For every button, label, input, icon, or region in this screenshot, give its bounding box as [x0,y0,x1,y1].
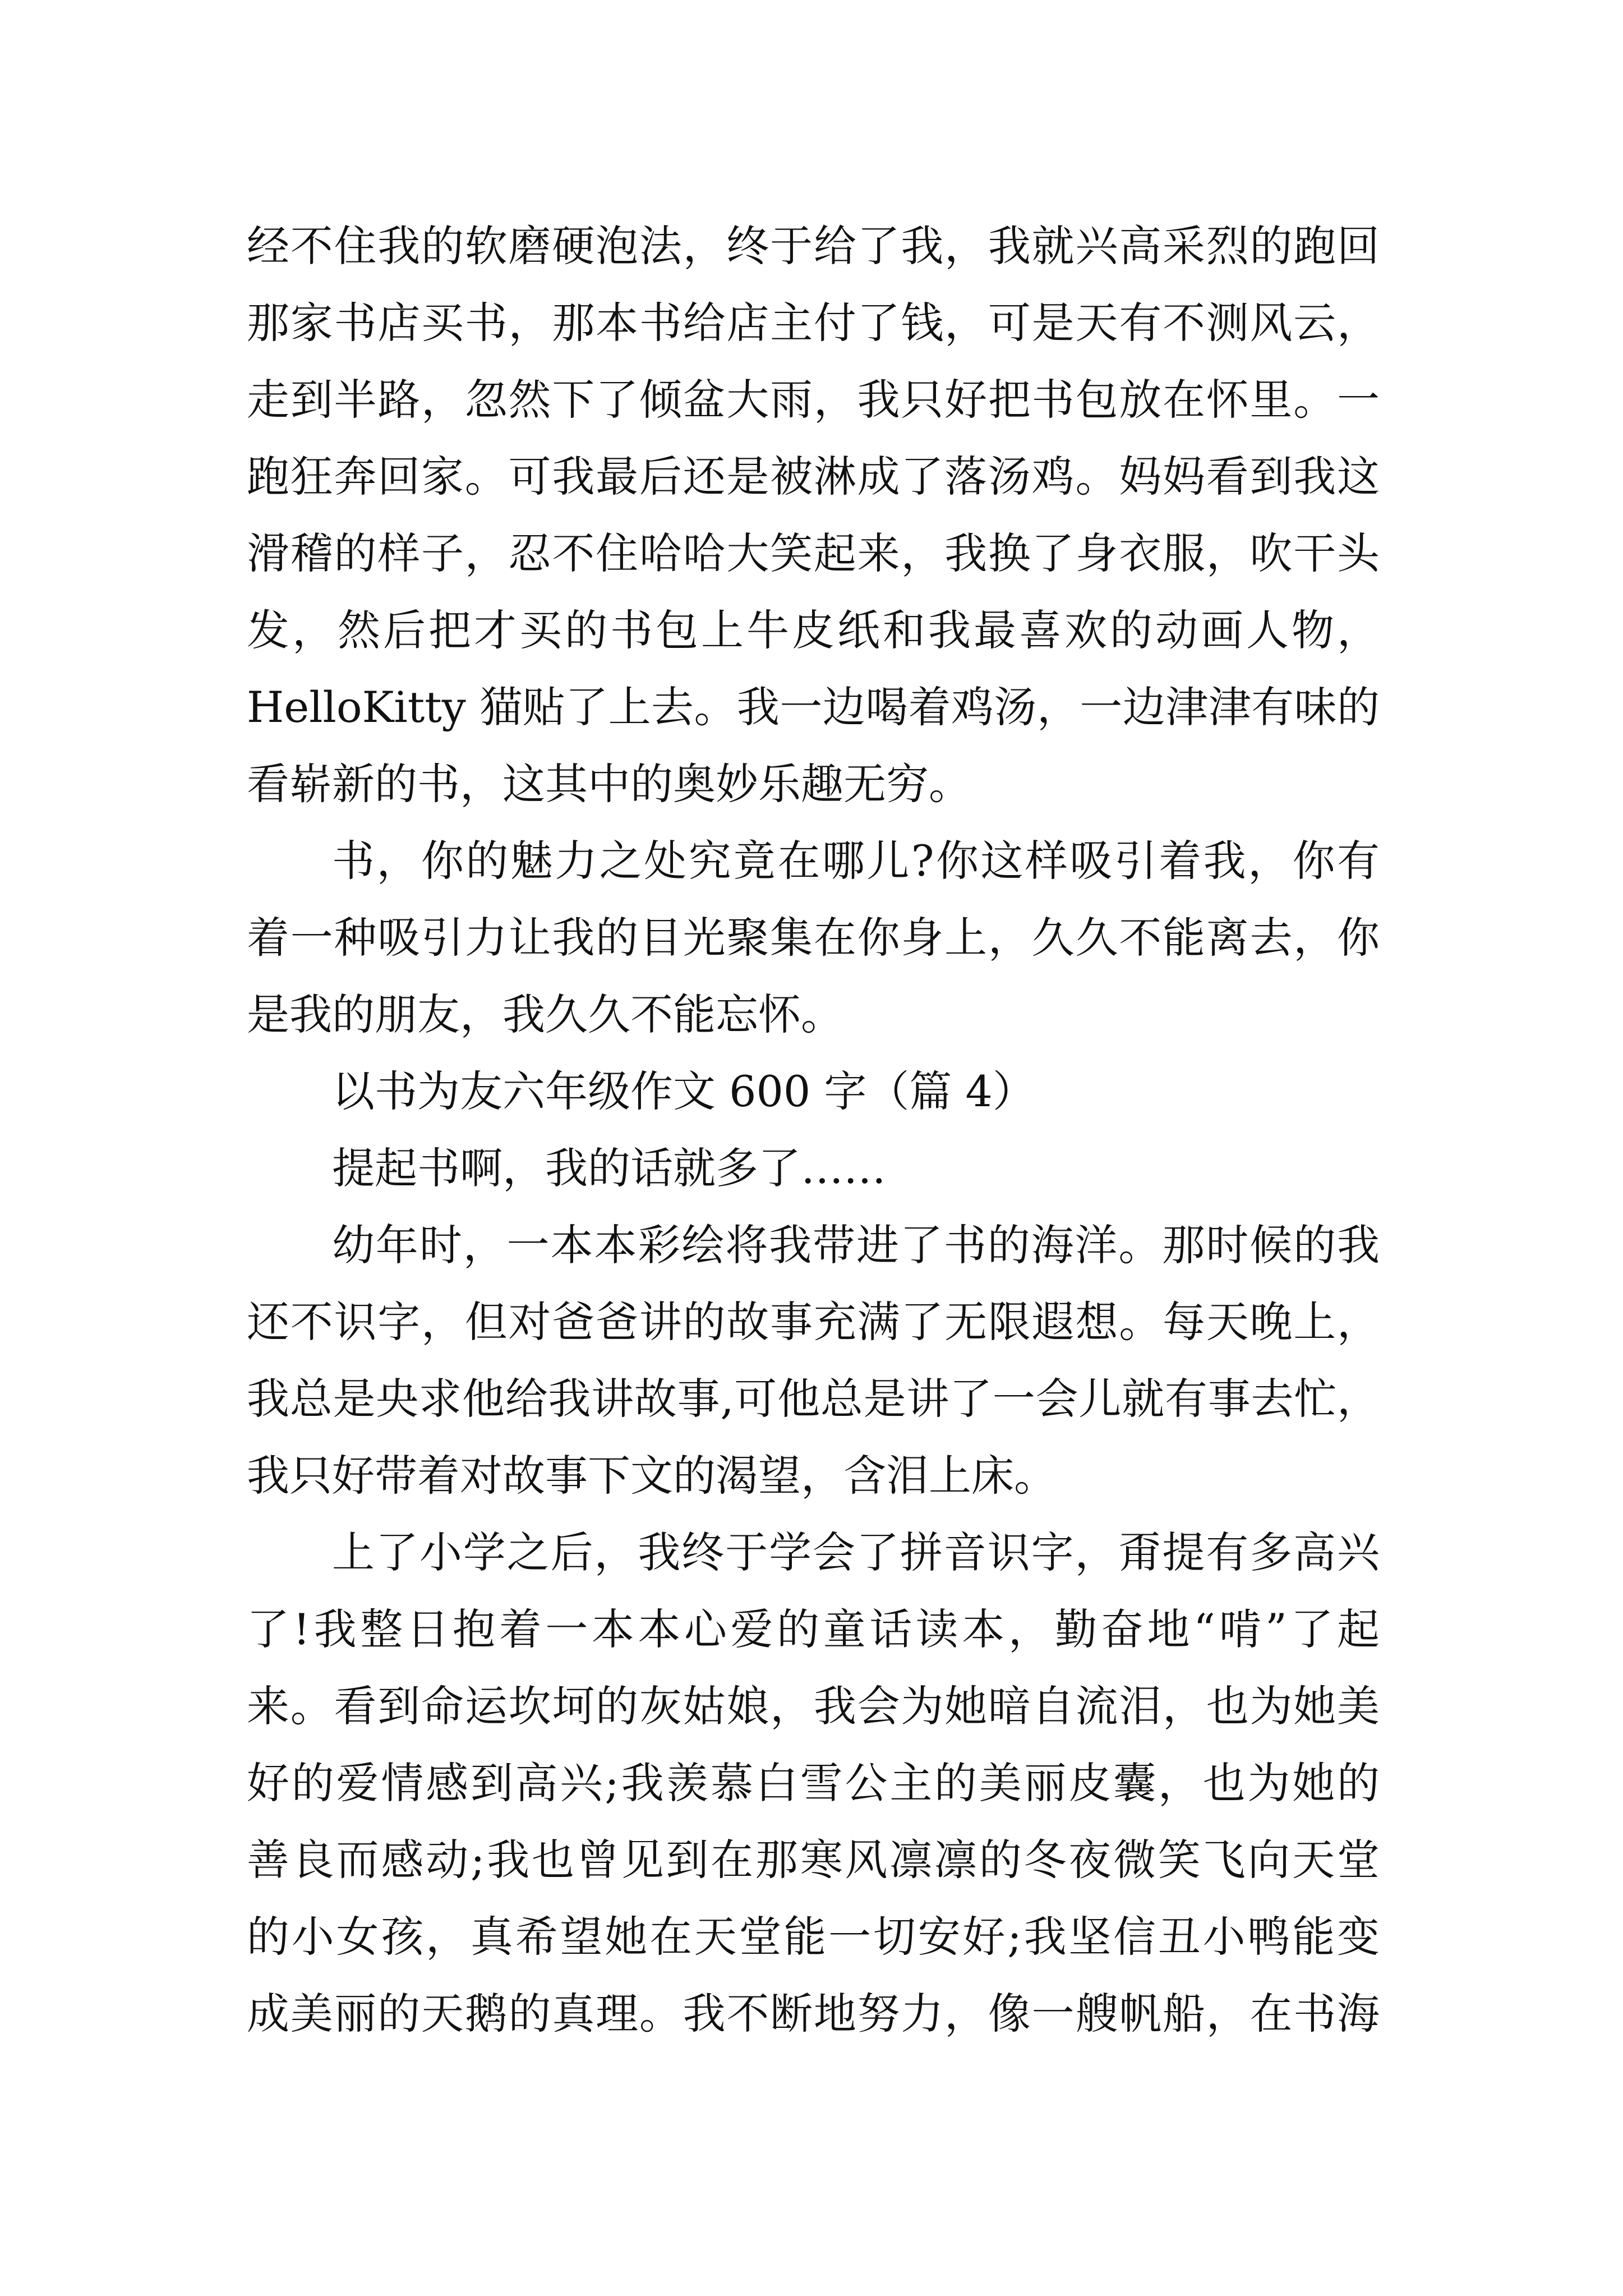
text-line: 发，然后把才买的书包上牛皮纸和我最喜欢的动画人物， [247,605,1380,655]
text-line: 着一种吸引力让我的目光聚集在你身上，久久不能离去，你 [247,913,1380,963]
text-line: 是我的朋友，我久久不能忘怀。 [247,990,843,1039]
text-line: 善良而感动;我也曾见到在那寒风凛凛的冬夜微笑飞向天堂 [247,1835,1380,1885]
text-line: 滑稽的样子，忍不住哈哈大笑起来，我换了身衣服，吹干头 [247,528,1380,578]
text-line: 了!我整日抱着一本本心爱的童话读本，勤奋地“啃”了起 [247,1604,1380,1654]
text-line: 的小女孩，真希望她在天堂能一切安好;我坚信丑小鸭能变 [247,1912,1380,1962]
text-line: HelloKitty 猫贴了上去。我一边喝着鸡汤，一边津津有味的 [247,682,1380,732]
section-heading: 以书为友六年级作文 600 字（篇 4） [332,1066,1035,1116]
text-line: 我只好带着对故事下文的渴望，含泪上床。 [247,1451,1057,1501]
document-body [247,208,1380,2052]
text-line: 跑狂奔回家。可我最后还是被淋成了落汤鸡。妈妈看到我这 [247,452,1380,501]
text-line: 看崭新的书，这其中的奥妙乐趣无穷。 [247,759,971,809]
text-line: 成美丽的天鹅的真理。我不断地努力，像一艘帆船，在书海 [247,1989,1380,2039]
text-line: 好的爱情感到高兴;我羡慕白雪公主的美丽皮囊，也为她的 [247,1758,1380,1808]
text-line: 经不住我的软磨硬泡法，终于给了我，我就兴高采烈的跑回 [247,221,1380,271]
text-line: 那家书店买书，那本书给店主付了钱，可是天有不测风云， [247,298,1380,348]
paragraph-first-line: 幼年时，一本本彩绘将我带进了书的海洋。那时候的我 [332,1220,1380,1270]
text-line: 我总是央求他给我讲故事,可他总是讲了一会儿就有事去忙， [247,1374,1380,1424]
paragraph-first-line: 书，你的魅力之处究竟在哪儿?你这样吸引着我，你有 [332,836,1380,886]
text-line: 还不识字，但对爸爸讲的故事充满了无限遐想。每天晚上， [247,1297,1380,1347]
paragraph-first-line: 上了小学之后，我终于学会了拼音识字，甭提有多高兴 [332,1527,1380,1577]
text-line: 来。看到命运坎坷的灰姑娘，我会为她暗自流泪，也为她美 [247,1681,1380,1731]
paragraph-first-line: 提起书啊，我的话就多了…… [332,1143,886,1193]
text-line: 走到半路，忽然下了倾盆大雨，我只好把书包放在怀里。一 [247,375,1380,425]
